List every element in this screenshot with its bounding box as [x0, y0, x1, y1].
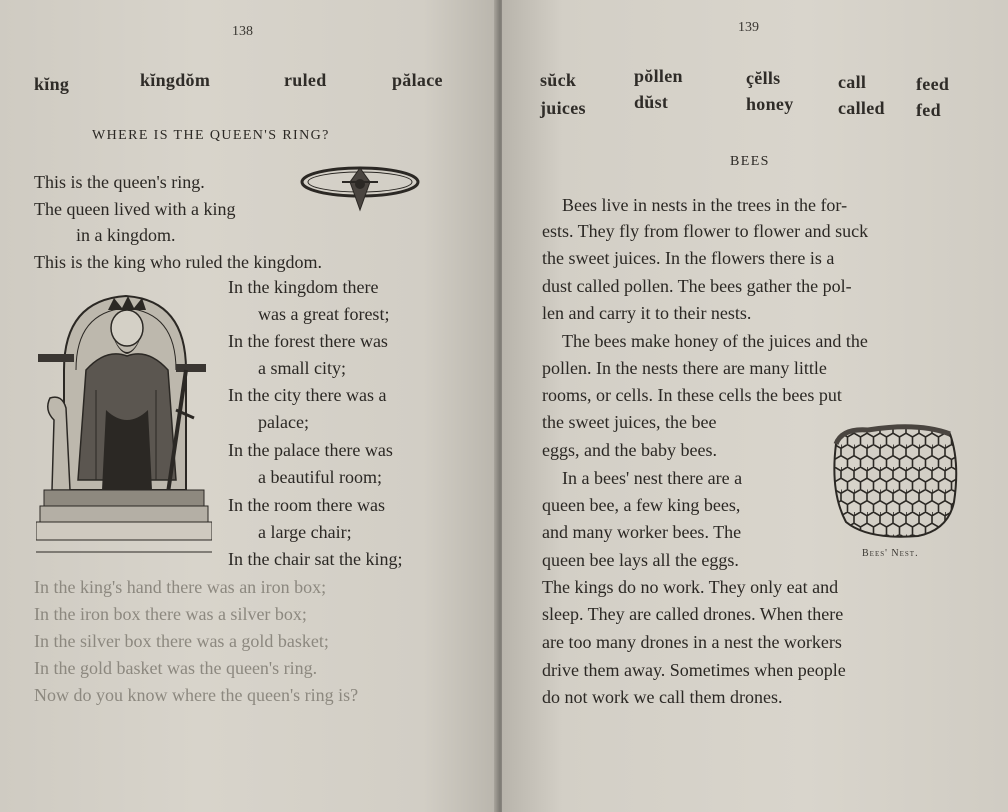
- text-line: The kings do no work. They only eat and: [542, 577, 839, 597]
- text-line: queen bee, a few king bees,: [542, 495, 741, 515]
- text-line: eggs, and the baby bees.: [542, 440, 717, 460]
- vocab-word: çĕlls: [746, 68, 781, 88]
- text-line: the sweet juices, the bee: [542, 412, 717, 432]
- ring-illustration: [298, 160, 424, 226]
- page-number: 138: [232, 24, 253, 39]
- text-line: dust called pollen. The bees gather the pol-: [542, 276, 852, 296]
- vocab-word: called: [838, 98, 885, 118]
- vocab-word: pălace: [392, 70, 443, 90]
- text-line: the sweet juices. In the flowers there is a: [542, 248, 835, 268]
- vocab-word: feed: [916, 74, 950, 94]
- text-line: In the silver box there was a gold basket;: [34, 631, 329, 651]
- story-title: WHERE IS THE QUEEN'S RING?: [92, 128, 330, 143]
- text-line: In the chair sat the king;: [228, 549, 403, 569]
- vocab-word: juices: [540, 98, 586, 118]
- text-line: This is the king who ruled the kingdom.: [34, 252, 322, 272]
- text-line: In the king's hand there was an iron box;: [34, 577, 327, 597]
- vocab-word: dŭst: [634, 92, 669, 112]
- text-line: drive them away. Sometimes when people: [542, 660, 846, 680]
- text-line: do not work we call them drones.: [542, 687, 783, 707]
- text-line: ests. They fly from flower to flower and suck: [542, 221, 869, 241]
- text-line: Now do you know where the queen's ring is?: [34, 685, 359, 705]
- illustration-caption: Bees' Nest.: [862, 548, 919, 559]
- text-line: len and carry it to their nests.: [542, 303, 752, 323]
- text-line: This is the queen's ring.: [34, 172, 205, 192]
- vocab-word: honey: [746, 94, 794, 114]
- text-line: pollen. In the nests there are many little: [542, 358, 827, 378]
- text-line: sleep. They are called drones. When there: [542, 604, 844, 624]
- text-line: In a bees' nest there are a: [562, 468, 743, 488]
- vocab-word: fed: [916, 100, 941, 120]
- text-line: In the room there was: [228, 495, 385, 515]
- vocab-word: ruled: [284, 70, 327, 90]
- vocab-word: kĭngdŏm: [140, 70, 211, 90]
- text-line: In the kingdom there: [228, 277, 379, 297]
- vocab-word: kĭng: [34, 74, 70, 94]
- text-line: Bees live in nests in the trees in the for-: [562, 195, 848, 215]
- vocab-word: pŏllen: [634, 66, 683, 86]
- text-line: are too many drones in a nest the workers: [542, 632, 842, 652]
- text-line: and many worker bees. The: [542, 522, 742, 542]
- text-line: a beautiful room;: [258, 467, 382, 487]
- text-line: In the city there was a: [228, 385, 387, 405]
- text-line: queen bee lays all the eggs.: [542, 550, 739, 570]
- text-line: The queen lived with a king: [34, 199, 236, 219]
- text-line: In the palace there was: [228, 440, 393, 460]
- page-number: 139: [738, 20, 759, 35]
- left-page: [0, 0, 498, 812]
- text-line: In the forest there was: [228, 331, 388, 351]
- text-line: palace;: [258, 412, 309, 432]
- text-line: in a kingdom.: [76, 225, 176, 245]
- story-title: BEES: [730, 154, 770, 169]
- text-line: rooms, or cells. In these cells the bees put: [542, 385, 842, 405]
- right-page: [502, 0, 1008, 812]
- vocab-word: call: [838, 72, 867, 92]
- text-line: In the gold basket was the queen's ring.: [34, 658, 318, 678]
- text-line: The bees make honey of the juices and the: [562, 331, 868, 351]
- text-line: a small city;: [258, 358, 346, 378]
- honeycomb-illustration: [828, 422, 962, 540]
- vocab-word: sŭck: [540, 70, 577, 90]
- text-line: In the iron box there was a silver box;: [34, 604, 307, 624]
- king-on-throne-illustration: [36, 290, 212, 558]
- text-line: was a great forest;: [258, 304, 390, 324]
- text-line: a large chair;: [258, 522, 352, 542]
